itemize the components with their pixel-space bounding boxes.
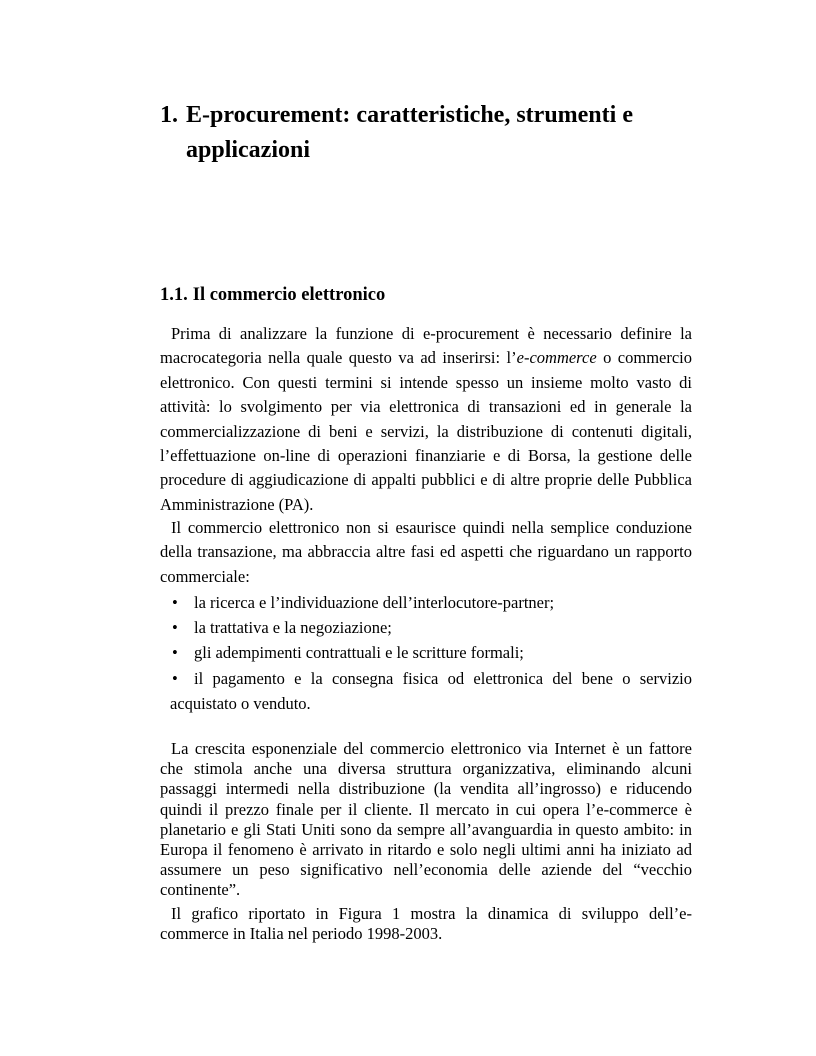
list-item-text: gli adempimenti contrattuali e le scritture formali;: [194, 643, 524, 663]
paragraph-intro-part2: o commercio elettronico. Con questi termini si intende spesso un insieme molto vasto di attività: lo svolgimento per via elettronica di transazioni ed in generale la commercializzazione di beni e servizi, la distribuzione di contenuti digitali, l’effettuazione on-line di operazioni finanziarie e di Borsa, la gestione delle procedure di aggiudicazione di appalti pubblici e di altre proprie delle Pubblica Amministrazione (PA).: [160, 348, 693, 514]
paragraph-figure-reference: Il grafico riportato in Figura 1 mostra la dinamica di sviluppo dell’e-commerce in Italia nel periodo 1998-2003.: [160, 904, 692, 944]
list-item-text: la trattativa e la negoziazione;: [194, 618, 392, 638]
list-item: [160, 640, 692, 665]
chapter-title: [160, 98, 700, 168]
paragraph-phases: Il commercio elettronico non si esaurisce quindi nella semplice conduzione della transazione, ma abbraccia altre fasi ed aspetti che riguardano un rapporto commerciale:: [160, 518, 692, 586]
list-item: [160, 666, 692, 716]
bullet-icon: •: [172, 593, 178, 612]
section-title-text: Il commercio elettronico: [192, 285, 386, 305]
paragraph-growth: La crescita esponenziale del commercio elettronico via Internet è un fattore che stimola anche una diversa struttura organizzativa, eliminando alcuni passaggi intermedi nella distribuzione (la vendita all’ingrosso) e riducendo quindi il prezzo finale per il cliente. Il mercato in cui opera l’e-commerce è planetario e gli Stati Uniti sono da sempre all’avanguardia in questo ambito: in Europa il fenomeno è arrivato in ritardo e solo negli ultimi anni ha iniziato ad assumere un peso significativo nell’economia delle aziende del “vecchio continente”.: [160, 739, 692, 900]
section-number: 1.1.: [160, 285, 188, 305]
chapter-title-line2: applicazioni: [186, 137, 311, 163]
bullet-list: [160, 590, 692, 716]
italic-term-ecommerce: e-commerce: [516, 348, 597, 368]
section-title: [160, 283, 385, 307]
list-item-text: il pagamento e la consegna fisica od elettronica del bene o servizio acquistato o venduto.: [170, 668, 692, 713]
paragraph-intro-part1: Prima di analizzare la funzione di e-procurement è necessario definire la macrocategoria nella quale questo va ad inserirsi: l’: [160, 324, 692, 368]
bullet-icon: •: [172, 643, 178, 663]
list-item: [160, 590, 692, 615]
list-item-text: la ricerca e l’individuazione dell’interlocutore-partner;: [194, 593, 555, 612]
chapter-title-line1: E-procurement: caratteristiche, strumenti e: [186, 102, 633, 128]
bullet-icon: •: [172, 618, 178, 638]
paragraph-intro: [160, 322, 692, 517]
bullet-icon: •: [172, 668, 178, 688]
chapter-number: 1.: [160, 102, 178, 128]
list-item: [160, 615, 692, 640]
